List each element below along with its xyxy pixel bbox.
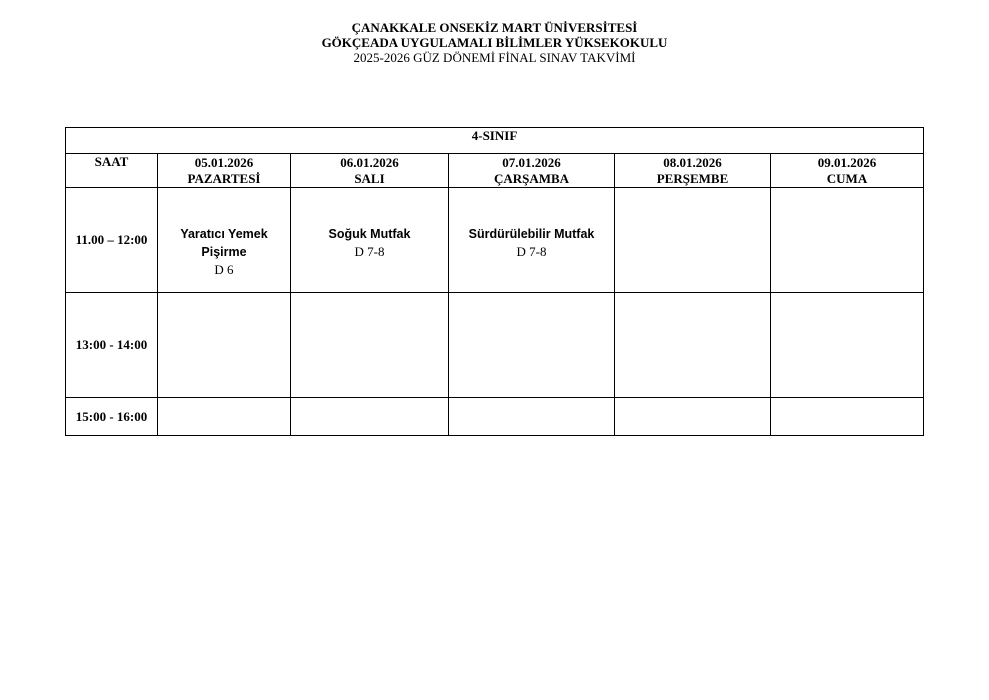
exam-cell bbox=[771, 398, 924, 436]
time-slot-row bbox=[66, 293, 924, 398]
exam-entry bbox=[158, 188, 290, 279]
document-header bbox=[0, 20, 989, 65]
day-date: 05.01.2026 bbox=[194, 155, 254, 170]
exam-cell bbox=[158, 398, 291, 436]
class-label: 4-SINIF bbox=[66, 128, 924, 154]
exam-cell bbox=[291, 188, 449, 293]
day-header-tuesday bbox=[291, 154, 449, 188]
exam-cell bbox=[449, 188, 615, 293]
exam-entry bbox=[291, 188, 448, 261]
exam-cell bbox=[615, 293, 771, 398]
day-header-wednesday bbox=[449, 154, 615, 188]
school-title: GÖKÇEADA UYGULAMALI BİLİMLER YÜKSEKOKULU bbox=[321, 35, 668, 50]
exam-entry bbox=[771, 188, 923, 225]
exam-cell bbox=[771, 188, 924, 293]
exam-cell bbox=[449, 398, 615, 436]
day-name: PAZARTESİ bbox=[187, 171, 261, 186]
university-title: ÇANAKKALE ONSEKİZ MART ÜNİVERSİTESİ bbox=[351, 20, 638, 35]
exam-cell bbox=[291, 398, 449, 436]
course-name: Yaratıcı Yemek Pişirme bbox=[180, 227, 268, 259]
exam-cell bbox=[615, 398, 771, 436]
day-header-thursday bbox=[615, 154, 771, 188]
exam-room: D 7-8 bbox=[516, 244, 547, 259]
time-slot-label: 13:00 - 14:00 bbox=[66, 293, 158, 398]
day-name: ÇARŞAMBA bbox=[493, 171, 570, 186]
day-date: 06.01.2026 bbox=[340, 155, 399, 170]
day-date: 09.01.2026 bbox=[817, 155, 877, 170]
exam-entry bbox=[291, 293, 448, 330]
day-name: SALI bbox=[354, 171, 385, 186]
exam-cell bbox=[158, 188, 291, 293]
day-header-row bbox=[66, 154, 924, 188]
time-slot-row bbox=[66, 398, 924, 436]
exam-entry bbox=[449, 188, 614, 261]
exam-cell bbox=[291, 293, 449, 398]
time-column-header: SAAT bbox=[66, 154, 158, 188]
course-name: Soğuk Mutfak bbox=[328, 227, 411, 241]
time-slot-label: 11.00 – 12:00 bbox=[66, 188, 158, 293]
day-header-friday bbox=[771, 154, 924, 188]
exam-schedule-table bbox=[65, 127, 924, 436]
exam-cell bbox=[449, 293, 615, 398]
exam-entry bbox=[771, 293, 923, 330]
exam-calendar-title: 2025-2026 GÜZ DÖNEMİ FİNAL SINAV TAKVİMİ bbox=[353, 50, 636, 65]
exam-cell bbox=[615, 188, 771, 293]
day-name: PERŞEMBE bbox=[656, 171, 729, 186]
course-name: Sürdürülebilir Mutfak bbox=[468, 227, 595, 241]
exam-room: D 6 bbox=[214, 262, 234, 277]
day-header-monday bbox=[158, 154, 291, 188]
exam-cell bbox=[158, 293, 291, 398]
exam-room: D 7-8 bbox=[354, 244, 385, 259]
day-date: 08.01.2026 bbox=[663, 155, 722, 170]
time-slot-label: 15:00 - 16:00 bbox=[66, 398, 158, 436]
exam-entry bbox=[158, 293, 290, 330]
exam-entry bbox=[615, 293, 770, 330]
day-date: 07.01.2026 bbox=[502, 155, 561, 170]
exam-cell bbox=[771, 293, 924, 398]
class-row bbox=[66, 128, 924, 154]
exam-entry bbox=[449, 293, 614, 330]
time-slot-row bbox=[66, 188, 924, 293]
day-name: CUMA bbox=[826, 171, 868, 186]
exam-entry bbox=[615, 188, 770, 225]
